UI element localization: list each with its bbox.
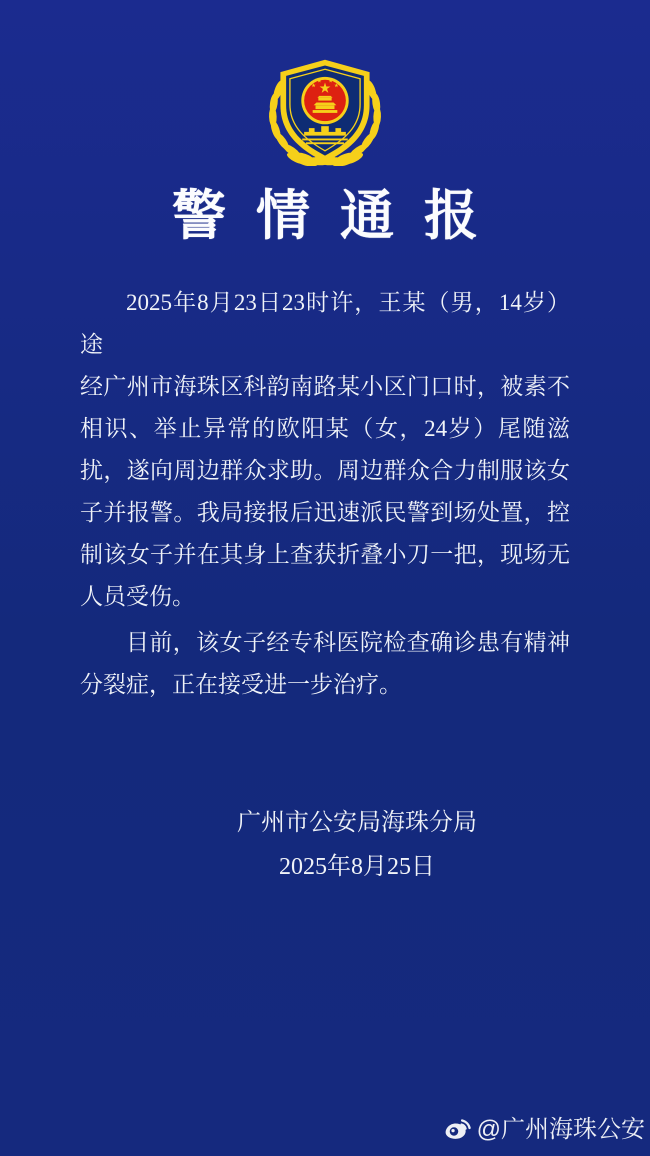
notice-line: 分裂症，正在接受进一步治疗。 [80,672,402,698]
notice-line: 子并报警。我局接报后迅速派民警到场处置，控 [80,500,570,526]
notice-title: 警情通报 [172,186,508,246]
paragraph-2 [80,622,570,706]
notice-line: 相识、举止异常的欧阳某（女，24岁）尾随滋 [80,416,570,442]
china-police-emblem-icon [249,56,401,166]
issuing-agency: 广州市公安局海珠分局 [237,810,477,837]
issue-date: 2025年8月25日 [279,854,435,881]
notice-line: 目前，该女子经专科医院检查确诊患有精神 [126,630,570,656]
weibo-icon [443,1114,473,1140]
notice-line: 人员受伤。 [80,584,195,610]
paragraph-1 [80,282,570,618]
notice-line: 制该女子并在其身上查获折叠小刀一把，现场无 [80,542,570,568]
notice-line: 2025年8月23日23时许，王某（男，14岁）途 [80,290,570,358]
weibo-handle: @广州海珠公安 [476,1116,645,1143]
notice-line: 经广州市海珠区科韵南路某小区门口时，被素不 [80,374,570,400]
notice-line: 扰，遂向周边群众求助。周边群众合力制服该女 [80,458,570,484]
weibo-watermark [443,1109,645,1144]
signature-block [32,801,650,889]
notice-body [80,282,570,706]
emblem-wrap [0,56,650,166]
